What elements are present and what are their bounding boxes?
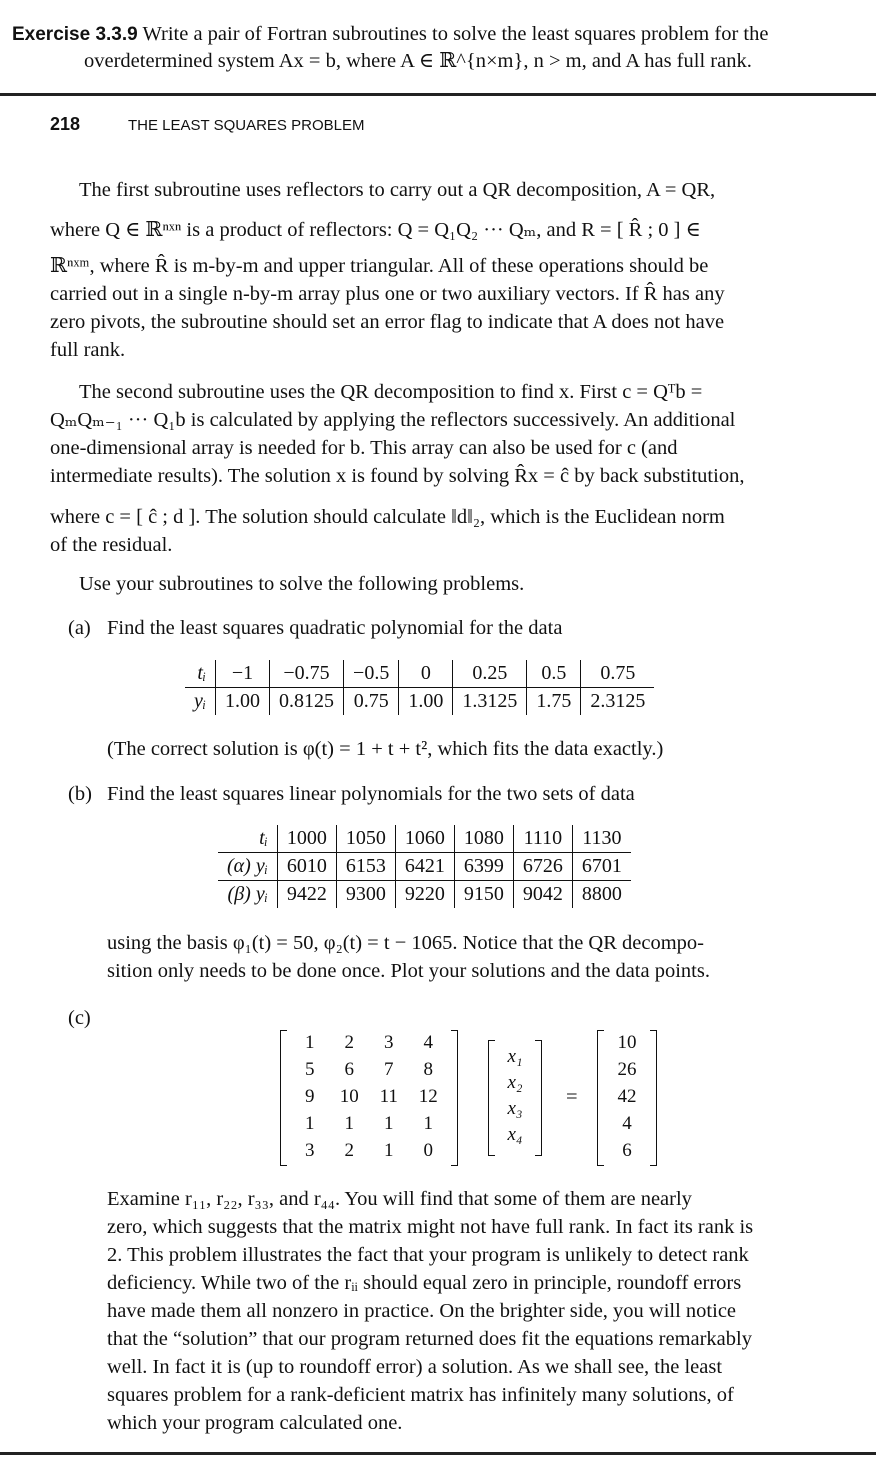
matrix-a-entry: 5 (305, 1059, 315, 1080)
table-a-cell: 0.8125 (270, 688, 344, 716)
matrix-a-entry: 6 (344, 1059, 354, 1080)
table-a-y-label: yᵢ (185, 688, 216, 716)
matrix-a (280, 1030, 458, 1166)
matrix-a-entries (290, 1032, 448, 1162)
matrix-a-entry: 11 (379, 1086, 398, 1107)
part-b-text: Find the least squares linear polynomials for the two sets of data (107, 783, 635, 805)
table-b (218, 825, 631, 908)
matrix-a-entry: 3 (384, 1032, 394, 1053)
table-b-cell: 1060 (395, 825, 454, 853)
matrix-a-entry: 0 (423, 1140, 433, 1161)
vector-b-bracket-left (597, 1030, 604, 1166)
matrix-a-entry: 2 (344, 1140, 354, 1161)
table-a (185, 660, 654, 715)
matrix-a-entry: 1 (423, 1113, 433, 1134)
matrix-a-entry: 2 (344, 1032, 354, 1053)
table-a-cell: 1.00 (399, 688, 453, 716)
table-a-cell: 0.5 (527, 660, 581, 688)
table-b-cell: 1130 (572, 825, 631, 853)
table-b-t-label: tᵢ (218, 825, 277, 853)
p1-line: The first subroutine uses reflectors to carry out a QR decomposition, A = QR, (79, 179, 716, 201)
exercise-text-1: Write a pair of Fortran subroutines to solve the least squares problem for the (142, 23, 769, 45)
vector-x-entries (496, 1046, 534, 1146)
matrix-a-entry: 1 (305, 1032, 315, 1053)
vector-x-bracket-right (535, 1040, 542, 1156)
c-line: have made them all nonzero in practice. On the brighter side, you will notice (107, 1300, 737, 1322)
page-number: 218 (50, 114, 81, 134)
table-b-cell: 6399 (454, 853, 513, 881)
table-b-cell: 6421 (395, 853, 454, 881)
vector-x-entry: x₂ (507, 1072, 523, 1093)
c-line: which your program calculated one. (107, 1412, 403, 1434)
p1-line: where Q ∈ ℝⁿˣⁿ is a product of reflectors: Q = Q₁Q₂ ··· Qₘ, and R = [ R̂ ; 0 ] ∈ (50, 219, 701, 241)
equals-sign: = (566, 1086, 578, 1108)
exercise-label: Exercise 3.3.9 (12, 24, 138, 45)
p2-line: intermediate results). The solution x is found by solving R̂x = ĉ by back substitution, (50, 465, 745, 487)
table-a-cell: 0.75 (344, 688, 399, 716)
table-b-cell: 1110 (513, 825, 572, 853)
table-a-cell: 0.25 (453, 660, 527, 688)
table-a-cell: 1.75 (527, 688, 581, 716)
table-a-cell: −0.5 (344, 660, 399, 688)
table-a-cell: −1 (216, 660, 270, 688)
p2-line: of the residual. (50, 534, 173, 556)
table-a-cell: 2.3125 (581, 688, 655, 716)
table-b-cell: 9220 (395, 881, 454, 909)
matrix-a-entry: 1 (384, 1113, 394, 1134)
part-a-label: (a) (68, 617, 91, 639)
table-b-cell: 9300 (336, 881, 395, 909)
part-a-text: Find the least squares quadratic polynomial for the data (107, 617, 563, 639)
matrix-a-bracket-right (451, 1030, 458, 1166)
vector-b-entry: 6 (622, 1140, 632, 1161)
p2-line: The second subroutine uses the QR decomposition to find x. First c = Qᵀb = (79, 381, 703, 403)
p1-line: full rank. (50, 339, 126, 361)
part-b-label: (b) (68, 783, 92, 805)
table-a-cell: 1.00 (216, 688, 270, 716)
table-a-cell: −0.75 (270, 660, 344, 688)
page-top-rule (0, 93, 876, 96)
matrix-a-entry: 1 (305, 1113, 315, 1134)
instructions: Use your subroutines to solve the following problems. (79, 573, 525, 595)
p1-line: zero pivots, the subroutine should set an error flag to indicate that A does not have (50, 311, 725, 333)
vector-x-bracket-left (488, 1040, 495, 1156)
table-b-cell: 6701 (572, 853, 631, 881)
p2-line: where c = [ ĉ ; d ]. The solution should calculate ‖d‖₂, which is the Euclidean norm (50, 506, 725, 528)
table-b-alpha-label: (α) yᵢ (218, 853, 277, 881)
table-b-beta-label: (β) yᵢ (218, 881, 277, 909)
c-line: 2. This problem illustrates the fact that your program is unlikely to detect rank (107, 1244, 749, 1266)
running-title: THE LEAST SQUARES PROBLEM (128, 117, 365, 134)
table-b-cell: 6010 (277, 853, 336, 881)
matrix-a-entry: 3 (305, 1140, 315, 1161)
table-a-cell: 0.75 (581, 660, 655, 688)
vector-x-entry: x₁ (507, 1046, 523, 1067)
c-line: that the “solution” that our program returned does fit the equations remarkably (107, 1328, 752, 1350)
vector-b-bracket-right (650, 1030, 657, 1166)
c-line: deficiency. While two of the rᵢᵢ should equal zero in principle, roundoff errors (107, 1272, 742, 1294)
matrix-a-entry: 4 (423, 1032, 433, 1053)
p2-line: QₘQₘ₋₁ ··· Q₁b is calculated by applying the reflectors successively. An additional (50, 409, 736, 431)
c-line: Examine r₁₁, r₂₂, r₃₃, and r₄₄. You will find that some of them are nearly (107, 1188, 692, 1210)
table-a-cell: 1.3125 (453, 688, 527, 716)
table-b-cell: 6153 (336, 853, 395, 881)
matrix-a-entry: 12 (418, 1086, 438, 1107)
vector-b-entries (605, 1032, 649, 1162)
table-b-cell: 8800 (572, 881, 631, 909)
matrix-a-entry: 8 (423, 1059, 433, 1080)
part-b-after-1: using the basis φ₁(t) = 50, φ₂(t) = t − 1065. Notice that the QR decompo- (107, 932, 705, 954)
p2-line: one-dimensional array is needed for b. This array can also be used for c (and (50, 437, 678, 459)
c-line: squares problem for a rank-deficient matrix has infinitely many solutions, of (107, 1384, 734, 1406)
vector-x-entry: x₃ (507, 1098, 523, 1119)
page-bottom-rule (0, 1452, 876, 1455)
part-b-after-2: sition only needs to be done once. Plot your solutions and the data points. (107, 960, 710, 982)
table-b-cell: 1050 (336, 825, 395, 853)
vector-x-entry: x₄ (507, 1124, 523, 1145)
matrix-a-entry: 9 (305, 1086, 315, 1107)
exercise-line-1 (12, 20, 768, 49)
table-b-cell: 1000 (277, 825, 336, 853)
exercise-line-2: overdetermined system Ax = b, where A ∈ ℝ^{n×m}, n > m, and A has full rank. (84, 50, 752, 72)
p1-line: ℝⁿˣᵐ, where R̂ is m-by-m and upper triangular. All of these operations should be (50, 255, 709, 277)
part-c-text (107, 1185, 825, 1437)
table-b-cell: 9042 (513, 881, 572, 909)
matrix-a-bracket-left (280, 1030, 287, 1166)
table-b-cell: 9150 (454, 881, 513, 909)
c-line: well. In fact it is (up to roundoff error) a solution. As we shall see, the least (107, 1356, 723, 1378)
part-a-note: (The correct solution is φ(t) = 1 + t + t², which fits the data exactly.) (107, 738, 664, 760)
table-a-t-label: tᵢ (185, 660, 216, 688)
paragraph-2 (50, 378, 826, 559)
vector-x (488, 1040, 542, 1156)
vector-b-entry: 10 (617, 1032, 637, 1053)
matrix-a-entry: 1 (344, 1113, 354, 1134)
matrix-a-entry: 7 (384, 1059, 394, 1080)
part-c-label: (c) (68, 1007, 91, 1029)
table-b-cell: 9422 (277, 881, 336, 909)
table-b-cell: 1080 (454, 825, 513, 853)
c-line: zero, which suggests that the matrix might not have full rank. In fact its rank is (107, 1216, 754, 1238)
paragraph-1 (50, 176, 826, 364)
vector-b-entry: 26 (617, 1059, 637, 1080)
matrix-a-entry: 10 (339, 1086, 359, 1107)
table-b-cell: 6726 (513, 853, 572, 881)
vector-b-entry: 4 (622, 1113, 632, 1134)
matrix-a-entry: 1 (384, 1140, 394, 1161)
table-a-cell: 0 (399, 660, 453, 688)
vector-b (597, 1030, 657, 1166)
vector-b-entry: 42 (617, 1086, 637, 1107)
p1-line: carried out in a single n-by-m array plus one or two auxiliary vectors. If R̂ has any (50, 283, 725, 305)
